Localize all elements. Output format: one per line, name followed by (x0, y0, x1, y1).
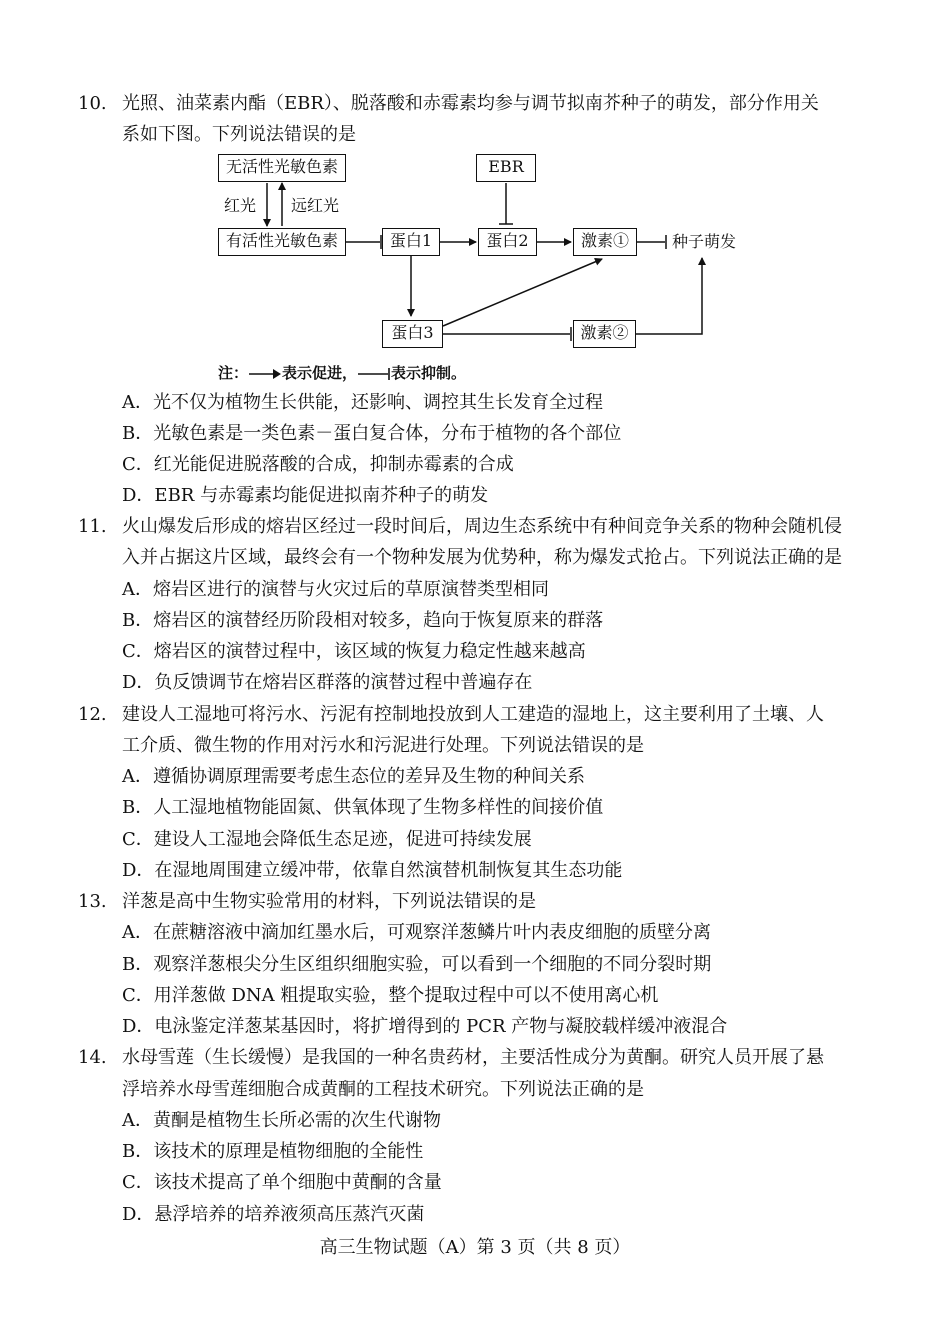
page-footer: 高三生物试题（A）第 3 页（共 8 页） (319, 1237, 631, 1258)
q13-option-a: A．在蔗糖溶液中滴加红墨水后，可观察洋葱鳞片叶内表皮细胞的质壁分离 (122, 922, 711, 943)
q11-option-b: B．熔岩区的演替经历阶段相对较多，趋向于恢复原来的群落 (122, 610, 604, 631)
box-ebr: EBR (476, 154, 536, 182)
q14-stem-line2: 浮培养水母雪莲细胞合成黄酮的工程技术研究。下列说法正确的是 (122, 1079, 644, 1100)
q11-option-d: D．负反馈调节在熔岩区群落的演替过程中普遍存在 (122, 672, 533, 693)
q14-number: 14. (78, 1047, 107, 1068)
legend-promote-arrow (248, 368, 282, 380)
label-red-light: 红光 (224, 196, 257, 215)
q10-option-d: D．EBR 与赤霉素均能促进拟南芥种子的萌发 (122, 485, 489, 506)
q10-option-c: C．红光能促进脱落酸的合成，抑制赤霉素的合成 (122, 454, 514, 475)
q13-option-d: D．电泳鉴定洋葱某基因时，将扩增得到的 PCR 产物与凝胶载样缓冲液混合 (122, 1016, 728, 1037)
box-protein-3: 蛋白3 (382, 320, 443, 348)
q14-stem-line1: 水母雪莲（生长缓慢）是我国的一种名贵药材，主要活性成分为黄酮。研究人员开展了悬 (122, 1047, 824, 1068)
q12-option-a: A．遵循协调原理需要考虑生态位的差异及生物的种间关系 (122, 766, 585, 787)
q12-stem-line2: 工介质、微生物的作用对污水和污泥进行处理。下列说法错误的是 (122, 735, 644, 756)
q12-option-b: B．人工湿地植物能固氮、供氧体现了生物多样性的间接价值 (122, 797, 604, 818)
box-active-phytochrome: 有活性光敏色素 (218, 228, 346, 256)
box-protein-1: 蛋白1 (382, 228, 440, 256)
q13-option-b: B．观察洋葱根尖分生区组织细胞实验，可以看到一个细胞的不同分裂时期 (122, 954, 712, 975)
arrow-h2-to-seed (636, 258, 702, 334)
arrow-p3-to-h1 (443, 259, 602, 326)
q10-number: 10. (78, 93, 107, 114)
q12-stem-line1: 建设人工湿地可将污水、污泥有控制地投放到人工建造的湿地上，这主要利用了土壤、人 (122, 704, 824, 725)
box-hormone-2: 激素② (573, 320, 636, 348)
box-protein-2: 蛋白2 (478, 228, 537, 256)
note-prefix: 注： (218, 364, 249, 382)
q12-number: 12. (78, 704, 107, 725)
q10-stem-line1: 光照、油菜素内酯（EBR）、脱落酸和赤霉素均参与调节拟南芥种子的萌发，部分作用关 (122, 93, 819, 114)
q12-option-c: C．建设人工湿地会降低生态足迹，促进可持续发展 (122, 829, 532, 850)
q14-option-a: A．黄酮是植物生长所必需的次生代谢物 (122, 1110, 441, 1131)
q10-option-a: A．光不仅为植物生长供能，还影响、调控其生长发育全过程 (122, 392, 603, 413)
q11-stem-line1: 火山爆发后形成的熔岩区经过一段时间后，周边生态系统中有种间竞争关系的物种会随机侵 (122, 516, 842, 537)
label-seed-germination: 种子萌发 (672, 232, 737, 251)
q14-option-b: B．该技术的原理是植物细胞的全能性 (122, 1141, 424, 1162)
q13-number: 13. (78, 891, 107, 912)
q11-option-c: C．熔岩区的演替过程中，该区域的恢复力稳定性越来越高 (122, 641, 586, 662)
q10-stem-line2: 系如下图。下列说法错误的是 (122, 124, 356, 145)
q11-stem-line2: 入并占据这片区域，最终会有一个物种发展为优势种，称为爆发式抢占。下列说法正确的是 (122, 547, 842, 568)
q14-option-d: D．悬浮培养的培养液须高压蒸汽灭菌 (122, 1204, 425, 1225)
q10-diagram (200, 146, 800, 366)
q14-option-c: C．该技术提高了单个细胞中黄酮的含量 (122, 1172, 442, 1193)
q13-stem-line1: 洋葱是高中生物实验常用的材料，下列说法错误的是 (122, 891, 536, 912)
label-far-red-light: 远红光 (291, 196, 340, 215)
q11-option-a: A．熔岩区进行的演替与火灾过后的草原演替类型相同 (122, 579, 549, 600)
q13-option-c: C．用洋葱做 DNA 粗提取实验，整个提取过程中可以不使用离心机 (122, 985, 659, 1006)
note-inhibit: 表示抑制。 (391, 364, 467, 382)
box-hormone-1: 激素① (573, 228, 637, 256)
q11-number: 11. (78, 516, 107, 537)
legend-inhibit-line (357, 368, 391, 380)
q12-option-d: D．在湿地周围建立缓冲带，依靠自然演替机制恢复其生态功能 (122, 860, 623, 881)
note-promote: 表示促进， (282, 364, 358, 382)
diagram-note (218, 362, 466, 384)
box-inactive-phytochrome: 无活性光敏色素 (218, 154, 346, 182)
q10-option-b: B．光敏色素是一类色素－蛋白复合体，分布于植物的各个部位 (122, 423, 622, 444)
